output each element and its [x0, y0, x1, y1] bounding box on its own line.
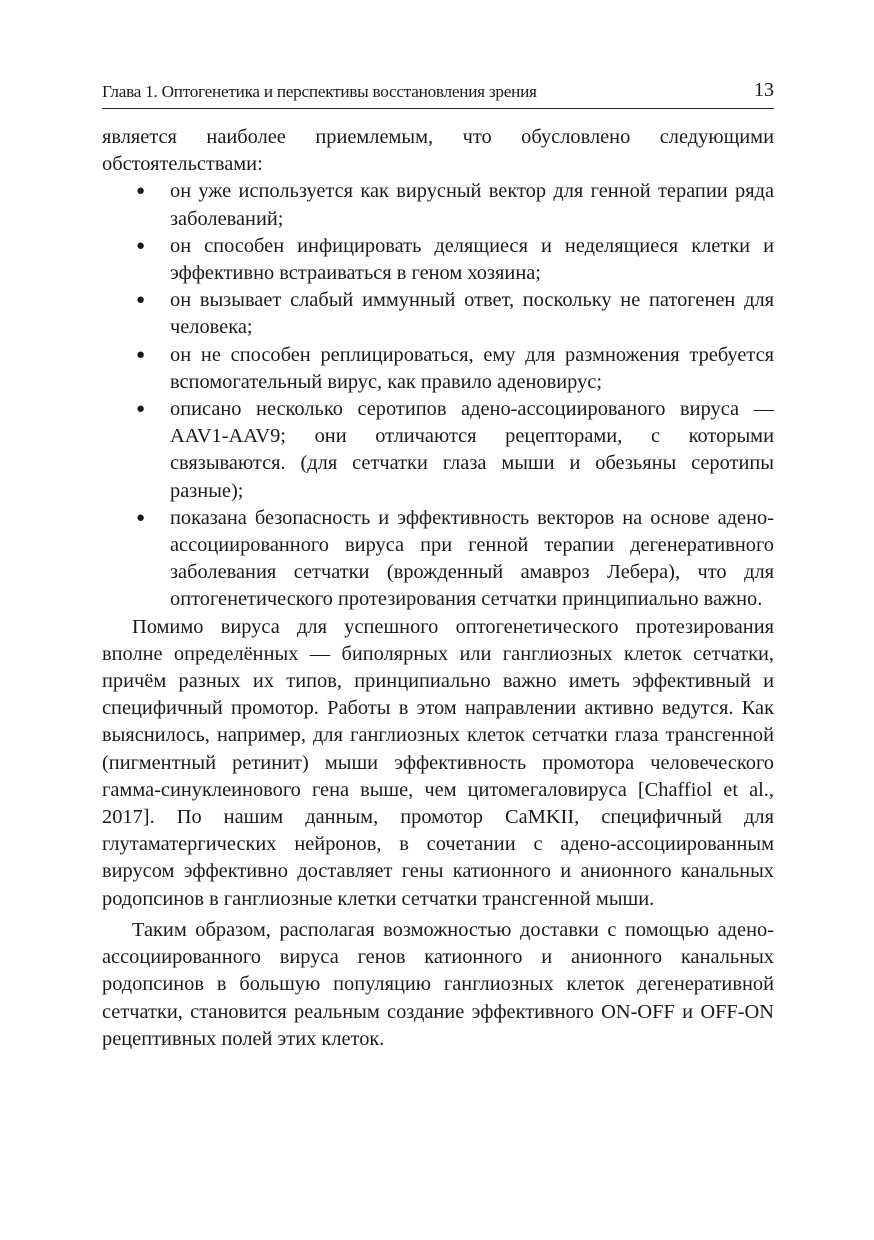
page-body [102, 124, 774, 1053]
bullet-text: он способен инфицировать делящиеся и неделящиеся клетки и эффективно встраиваться в геном хозяина; [170, 234, 774, 285]
bullet-list [102, 178, 774, 613]
bullet-item [136, 287, 774, 341]
bullet-icon: ● [136, 509, 146, 526]
bullet-item [136, 178, 774, 232]
bullet-text: описано несколько серотипов адено-ассоциированого вируса — AAV1-AAV9; они отличаются рецепторами, с которыми связываются. (для сетчатки глаза мыши и обезьяны серотипы разные); [170, 398, 774, 502]
intro-text: является наиболее приемлемым, что обусловлено следующими обстоятельствами: [102, 126, 774, 176]
bullet-text: показана безопасность и эффективность векторов на основе адено-ассоциированного вируса при генной терапии дегенеративного заболевания сетчатки (врожденный амавроз Лебера), что для оптогенетического протезирования сетчатки принципиально важно. [170, 506, 774, 611]
page-number: 13 [754, 79, 774, 101]
bullet-icon: ● [136, 183, 146, 200]
bullet-icon: ● [136, 292, 146, 309]
bullet-text: он вызывает слабый иммунный ответ, поскольку не патогенен для человека; [170, 289, 774, 339]
bullet-icon: ● [136, 346, 146, 363]
running-header [102, 78, 774, 109]
body-paragraph: Таким образом, располагая возможностью доставки с помощью адено-ассоциированного вируса генов катионного и анионного канальных родопсинов в большую популяцию ганглиозных клеток дегенеративной сетчатки, становится реальным создание эффективного ON-OFF и OFF-ON рецептивных полей этих клеток. [102, 918, 774, 1050]
bullet-item [136, 396, 774, 505]
bullet-text: он не способен реплицироваться, ему для размножения требуется вспомогательный вирус, как правило аденовирус; [170, 343, 774, 393]
bullet-icon: ● [136, 237, 146, 254]
bullet-icon: ● [136, 401, 146, 418]
bullet-item [136, 342, 774, 396]
bullet-text: он уже используется как вирусный вектор для генной терапии ряда заболеваний; [170, 180, 774, 230]
bullet-item [136, 505, 774, 614]
body-paragraph: Помимо вируса для успешного оптогенетического протезирования вполне определённых — биполярных или ганглиозных клеток сетчатки, причём разных их типов, принципиально важно иметь эффективный и специфичный промотор. Работы в этом направлении активно ведутся. Как выяснилось, например, для ганглиозных клеток сетчатки глаза трансгенной (пигментный ретинит) мыши эффективность промотора человеческого гамма-синуклеинового гена выше, чем цитомегаловируса [Chaffiol et al., 2017]. По нашим данным, промотор CaMKII, специфичный для глутаматергических нейронов, в сочетании с адено-ассоциированным вирусом эффективно доставляет гены катионного и анионного канальных родопсинов в ганглиозные клетки сетчатки трансгенной мыши. [102, 615, 774, 910]
bullet-item [136, 233, 774, 287]
chapter-title: Глава 1. Оптогенетика и перспективы восстановления зрения [102, 82, 537, 101]
